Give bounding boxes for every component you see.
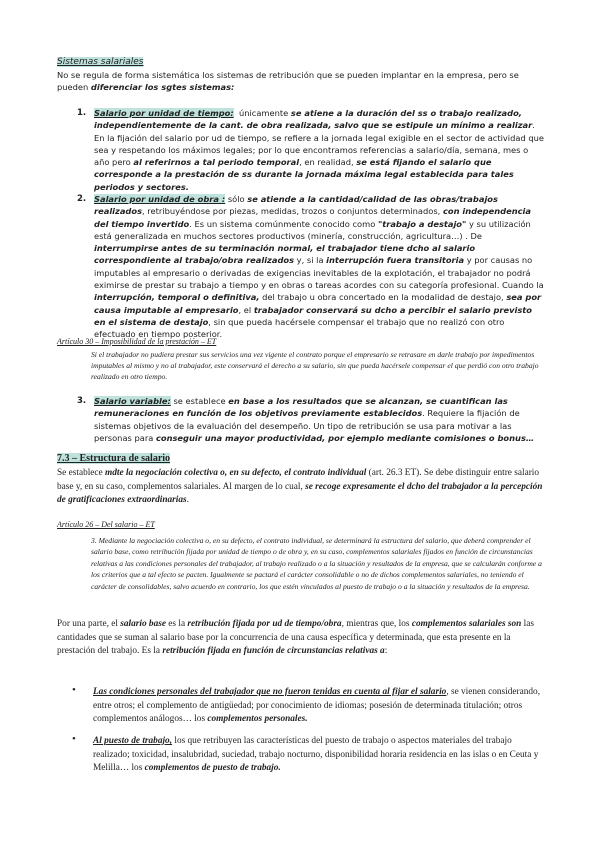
paragraph-salario-base: Por una parte, el salario base es la retribución fijada por ud de tiempo/obra, mientras que, los complementos salariales son las cantidades que se suman al salario base por la concurrencia de una causa específica y determinada, que esta presente en la prestación del trabajo. Es la retribución fijada en función de circunstancias relativas a: [57,619,534,656]
list-number: 2. [77,194,87,204]
list-item-salario-variable: Salario variable: se establece en base a los resultados que se alcanzan, se cuantifican las remuneraciones en función de los objetivos previamente establecidos. Requiere la fijación de sistemas objetivos de la evaluación del desempeño. Un tipo de retribución se usa para motivar a las personas para conseguir una mayor productividad, por ejemplo mediante comisiones o bonus… [94,396,535,443]
article-26-text: 3. Mediante la negociación colectiva o, en su defecto, el contrato individual, se determinará la estructura del salario, que deberá comprender el salario base, como retribución fijada por unidad de tiempo o de obra y, en su caso, complementos salariales fijados en función de circunstancias relativas a las condiciones personales del trabajador, al trabajo realizado o a la situación y resultados de la empresa, que se calcularán conforme a los criterios que a tal efecto se pacten. Igualmente se pactará el carácter consolidable o no de dichos complementos salariales, no teniendo el carácter de consolidables, salvo acuerdo en contrario, los que estén vinculados al puesto de trabajo o a la situación y resultados de la empresa. [91,536,542,591]
paragraph-estructura: Se establece mdte la negociación colectiva o, en su defecto, el contrato individual (art. 26.3 ET). Se debe distinguir entre salario base y, en su caso, complementos salariales. Al margen de lo cual, se recoge expresamente el dcho del trabajador a la percepción de gratificaciones extraordinarias. [57,468,543,505]
bullet-icon: • [72,733,76,745]
bullet-item-puesto-trabajo: Al puesto de trabajo, los que retribuyen las características del puesto de trabajo o aspectos materiales del trabajo realizado; toxicidad, insalubridad, suciedad, trabajo nocturno, disponibilidad horaria residencia en las islas o en Ceuta y Melilla… los complementos de puesto de trabajo. [93,736,539,773]
bullet-icon: • [72,684,76,696]
article-30-title: Artículo 30 – Imposibilidad de la prestación – ET [57,337,217,346]
bullet-item-condiciones-personales: Las condiciones personales del trabajador que no fueron tenidas en cuenta al fijar el salario, se vienen considerando, entre otros; el complemento de antigüedad; por conocimiento de idiomas; posesión de determinada titulación; otros complementos análogos… los complementos personales. [93,687,541,724]
section-heading-sistemas: Sistemas salariales [57,57,144,67]
list-number: 3. [77,396,87,406]
article-30-text: Si el trabajador no pudiera prestar sus servicios una vez vigente el contrato porque el empresario se retrasare en darle trabajo por impedimentos imputables al mismo y no al trabajador, este conservará el derecho a su salario, sin que pueda hacérsele compensar el que perdió con otro trabajo realizado en otro tiempo. [91,350,539,382]
paragraph-intro: No se regula de forma sistemática los sistemas de retribución que se pueden implantar en la empresa, pero se pueden diferenciar los sgtes sistemas: [57,70,519,92]
section-heading-estructura: 7.3 – Estructura de salario [57,453,171,464]
list-item-salario-obra: Salario por unidad de obra : sólo se atiende a la cantidad/calidad de las obras/trabajos realizados, retribuyéndose por piezas, medidas, trozos o conjuntos determinados, con independencia del tiempo invertido. Es un sistema comúnmente conocido como "trabajo a destajo" y su utilización está generalizada en muchos sectores productivos (minería, construcción, agricultura…) . De interrumpirse antes de su terminación normal, el trabajador tiene dcho al salario correspondiente al trabajo/obra realizados y, si la interrupción fuera transitoria y por causas no imputables al empresario o derivadas de exigencias inevitables de la explotación, el trabajador no podrá eximirse de prestar su trabajo a tiempo y en obras o tareas acordes con su categoría profesional. Cuando la interrupción, temporal o definitiva, del trabajo u obra concertado en la modalidad de destajo, sea por causa imputable al empresario, el trabajador conservará su dcho a percibir el salario previsto en el sistema de destajo, sin que pueda hacérsele compensar el trabajo que no realizó con otro efectuado en tiempo posterior. [94,194,544,340]
list-number: 1. [77,108,87,118]
article-26-title: Artículo 26 – Del salario – ET [57,520,155,529]
list-item-salario-tiempo: Salario por unidad de tiempo: únicamente se atiene a la duración del ss o trabajo realizado, independientemente de la cant. de obra realizada, salvo que se estipule un mínimo a realizar. En la fijación del salario por ud de tiempo, se refiere a la jornada legal exigible en el sector de actividad que sea y respetando los máximos legales; por lo que encontramos referencias a salario/día, semana, mes o año pero al referirnos a tal periodo temporal, en realidad, se está fijando el salario que corresponde a la prestación de ss durante la jornada máxima legal establecida para tales periodos y sectores. [94,108,544,192]
